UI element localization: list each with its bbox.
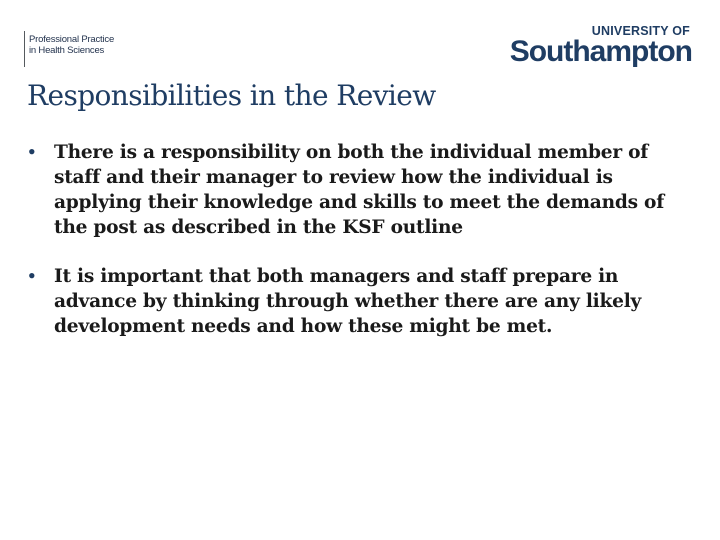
bullet-item	[27, 264, 687, 339]
university-logo-name: Southampton	[509, 35, 692, 68]
left-logo-line-1: Professional Practice	[29, 34, 115, 45]
bullet-icon: •	[27, 267, 37, 285]
bullet-item	[27, 140, 687, 240]
university-logo	[510, 25, 692, 66]
left-logo-line-2: in Health Sciences	[29, 45, 105, 56]
professional-practice-logo	[24, 31, 114, 67]
bullet-text: There is a responsibility on both the individual member of staff and their manager to review how the individual is applying their knowledge and skills to meet the demands of the post as described in the KSF outline	[54, 142, 664, 238]
slide-title: Responsibilities in the Review	[27, 79, 436, 112]
university-logo-top: UNIVERSITY OF	[591, 24, 690, 38]
bullet-icon: •	[27, 143, 37, 161]
bullet-list	[27, 140, 687, 339]
bullet-text: It is important that both managers and staff prepare in advance by thinking through whether there are any likely development needs and how these might be met.	[54, 266, 642, 337]
